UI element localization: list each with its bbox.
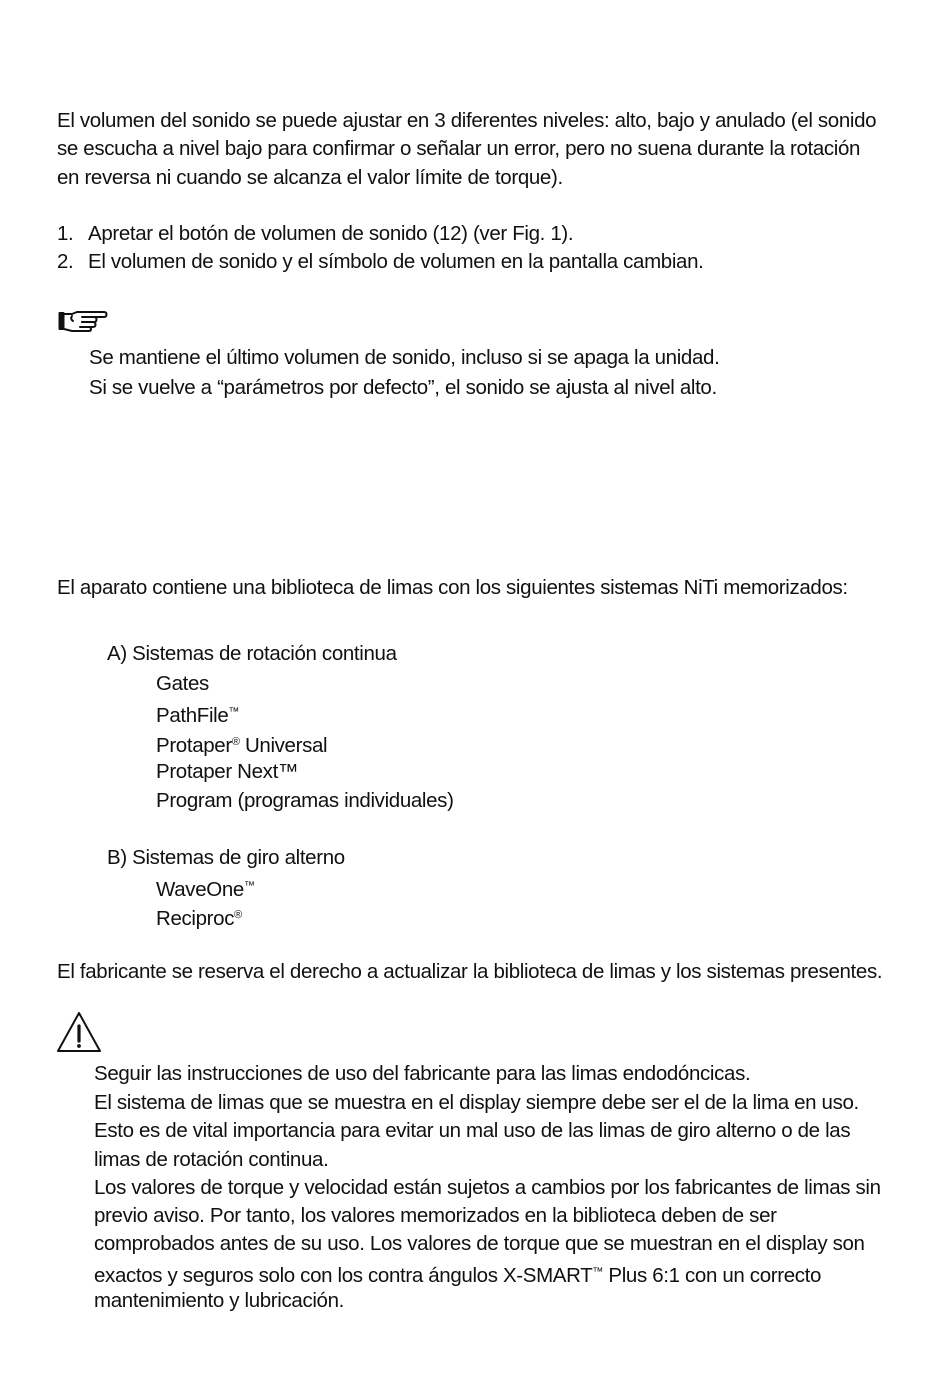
step-1-text: Apretar el botón de volumen de sonido (12) (ver Fig. 1). — [88, 222, 574, 245]
system-protaper-universal: Protaper® Universal — [156, 734, 328, 757]
system-pathfile: PathFile™ — [156, 704, 240, 727]
warning-p3-line-3: comprobados antes de su uso. Los valores de torque que se muestran en el display son — [94, 1232, 865, 1255]
library-intro: El aparato contiene una biblioteca de limas con los siguientes sistemas NiTi memorizados: — [57, 576, 848, 599]
system-program: Program (programas individuales) — [156, 789, 454, 812]
system-protaper-next: Protaper Next™ — [156, 760, 299, 783]
warning-paragraph-1: Seguir las instrucciones de uso del fabricante para las limas endodóncicas. — [94, 1062, 751, 1085]
warning-p2-line-1: El sistema de limas que se muestra en el display siempre debe ser el de la lima en uso. — [94, 1091, 859, 1114]
warning-p3-line-5: mantenimiento y lubricación. — [94, 1289, 344, 1312]
pointing-hand-icon — [58, 310, 108, 332]
system-gates: Gates — [156, 672, 209, 695]
warning-p3-line-1: Los valores de torque y velocidad están sujetos a cambios por los fabricantes de limas sin — [94, 1176, 881, 1199]
note-line-2: Si se vuelve a “parámetros por defecto”, el sonido se ajusta al nivel alto. — [89, 376, 717, 399]
warning-p3-line-4: exactos y seguros solo con los contra ángulos X-SMART™ Plus 6:1 con un correcto — [94, 1264, 822, 1287]
warning-p2-line-2: Esto es de vital importancia para evitar un mal uso de las limas de giro alterno o de las — [94, 1119, 851, 1142]
step-2-number: 2. — [57, 250, 74, 273]
warning-p3-line-2: previo aviso. Por tanto, los valores memorizados en la biblioteca deben de ser — [94, 1204, 777, 1227]
group-a-title: A) Sistemas de rotación continua — [107, 642, 397, 665]
note-line-1: Se mantiene el último volumen de sonido, incluso si se apaga la unidad. — [89, 346, 720, 369]
volume-intro-line-1: El volumen del sonido se puede ajustar en 3 diferentes niveles: alto, bajo y anulado (el sonido — [57, 109, 877, 132]
system-reciproc: Reciproc® — [156, 907, 242, 930]
step-1-number: 1. — [57, 222, 74, 245]
system-waveone: WaveOne™ — [156, 878, 255, 901]
library-disclaimer: El fabricante se reserva el derecho a actualizar la biblioteca de limas y los sistemas presentes. — [57, 960, 883, 983]
warning-triangle-icon — [56, 1010, 102, 1054]
volume-intro-line-2: se escucha a nivel bajo para confirmar o señalar un error, pero no suena durante la rotación — [57, 137, 861, 160]
step-2-text: El volumen de sonido y el símbolo de volumen en la pantalla cambian. — [88, 250, 704, 273]
volume-intro-line-3: en reversa ni cuando se alcanza el valor límite de torque). — [57, 166, 563, 189]
warning-p2-line-3: limas de rotación continua. — [94, 1148, 329, 1171]
group-b-title: B) Sistemas de giro alterno — [107, 846, 345, 869]
